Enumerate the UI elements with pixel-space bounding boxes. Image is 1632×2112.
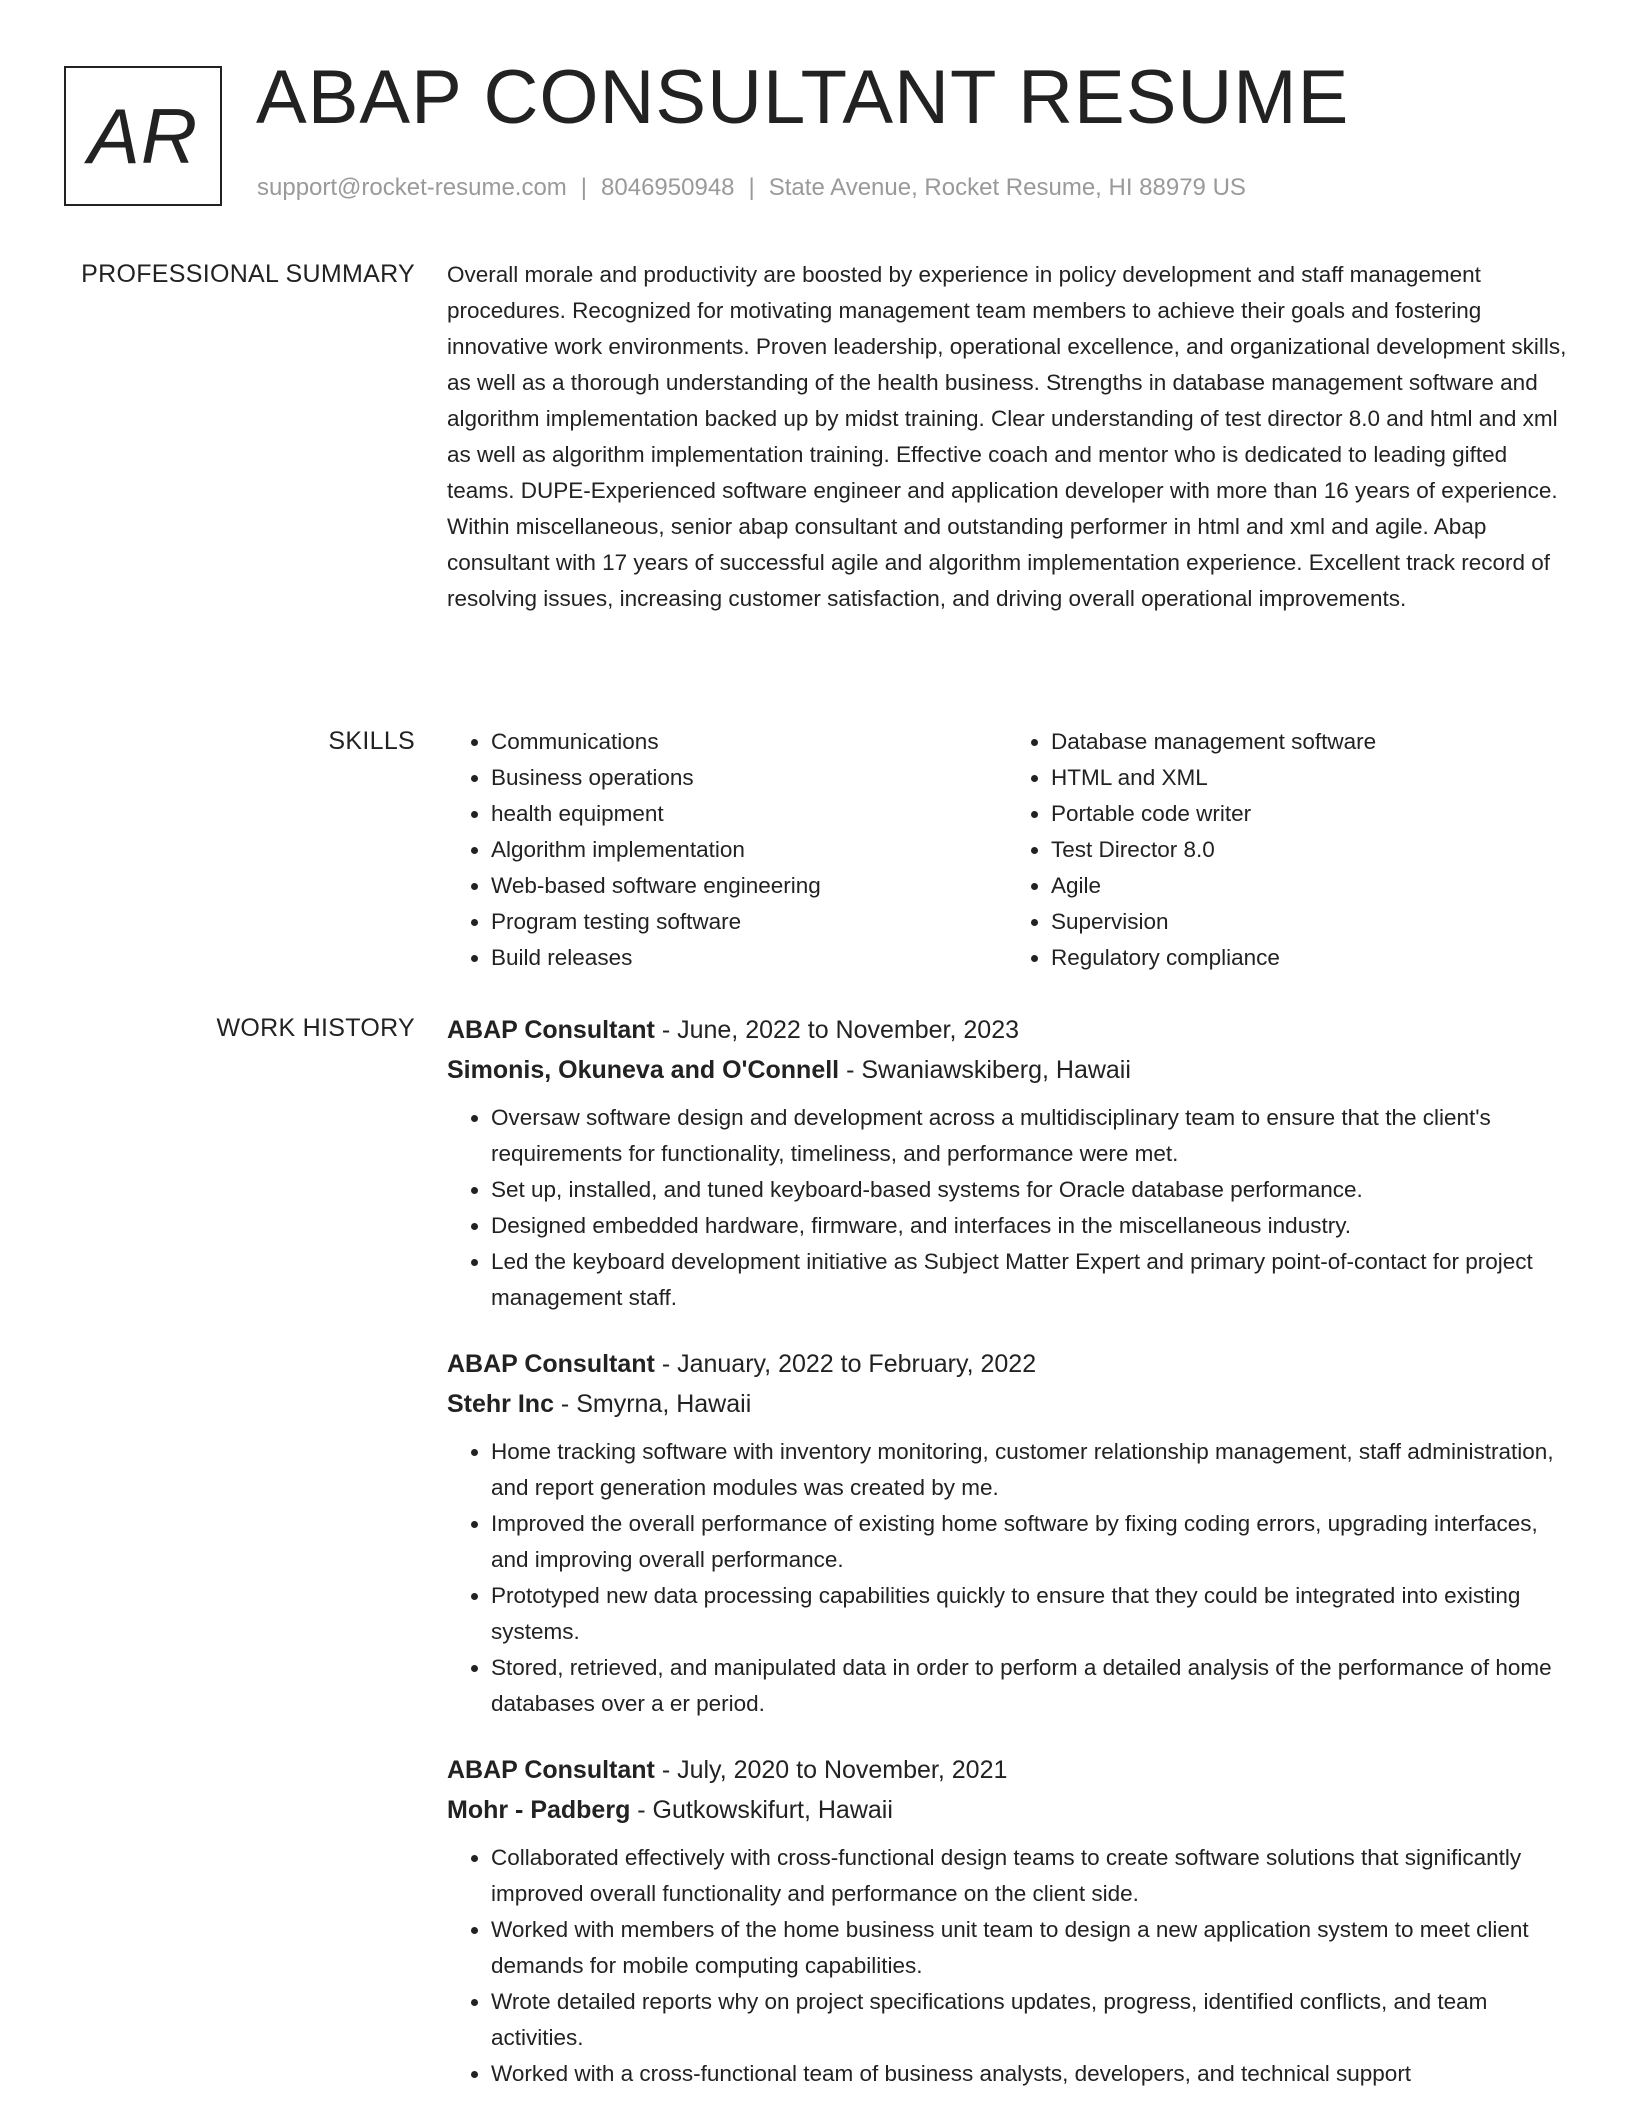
job-bullet-list [447,1100,1567,1316]
skill-item: • Test Director 8.0 [1051,832,1567,868]
job-location: - Swaniawskiberg, Hawaii [839,1056,1131,1084]
monogram-initials: AR [87,91,199,180]
skills-list-right [1007,724,1567,976]
job-company: Simonis, Okuneva and O'Connell [447,1056,840,1084]
job-location: - Gutkowskifurt, Hawaii [630,1796,893,1824]
job-title: ABAP Consultant [447,1350,655,1378]
work-body [447,1010,1567,2112]
job-dates: - July, 2020 to November, 2021 [654,1756,1008,1784]
job-title-line [447,1750,1567,1790]
job-bullet: • Worked with a cross-functional team of business analysts, developers, and technical support [491,2056,1567,2092]
job-dates: - January, 2022 to February, 2022 [654,1350,1037,1378]
skill-item: • Web-based software engineering [491,868,1007,904]
work-heading: WORK HISTORY [216,1014,415,1042]
job-location: - Smyrna, Hawaii [553,1390,752,1418]
job-company-line [447,1790,1567,1830]
resume-title: ABAP CONSULTANT RESUME [256,55,1350,140]
skill-item: • Database management software [1051,724,1567,760]
contact-email[interactable]: support@rocket-resume.com [257,174,567,201]
summary-text: Overall morale and productivity are boosted by experience in policy development and staff management procedures. Recognized for motivating management team members to achieve their goals and fostering innovative work environments. Proven leadership, operational excellence, and organizational development skills, as well as a thorough understanding of the health business. Strengths in database management software and algorithm implementation backed up by midst training. Clear understanding of test director 8.0 and html and xml as well as algorithm implementation training. Effective coach and mentor who is dedicated to leading gifted teams. DUPE-Experienced software engineer and application developer with more than 16 years of experience. Within miscellaneous, senior abap consultant and outstanding performer in html and xml and agile. Abap consultant with 17 years of successful agile and algorithm implementation experience. Excellent track record of resolving issues, increasing customer satisfaction, and driving overall operational improvements. [447,262,1567,611]
skill-item: • Regulatory compliance [1051,940,1567,976]
job-company: Mohr - Padberg [447,1796,631,1824]
job-company-line [447,1050,1567,1090]
skill-item: • Business operations [491,760,1007,796]
skill-item: • Communications [491,724,1007,760]
job-bullet: • Led the keyboard development initiative as Subject Matter Expert and primary point-of-contact for project management staff. [491,1244,1567,1316]
job-bullet: • Home tracking software with inventory monitoring, customer relationship management, staff administration, and report generation modules was created by me. [491,1434,1567,1506]
job-bullet: • Collaborated effectively with cross-functional design teams to create software solutions that significantly improved overall functionality and performance on the client side. [491,1840,1567,1912]
job-bullet: • Wrote detailed reports why on project specifications updates, progress, identified conflicts, and team activities. [491,1984,1567,2056]
skill-item: • HTML and XML [1051,760,1567,796]
skill-item: • Agile [1051,868,1567,904]
job-entry [447,1750,1567,2092]
job-entry [447,1344,1567,1722]
job-bullet: • Oversaw software design and development across a multidisciplinary team to ensure that the client's requirements for functionality, timeliness, and performance were met. [491,1100,1567,1172]
job-bullet-list [447,1840,1567,2092]
job-company: Stehr Inc [447,1390,554,1418]
contact-address: State Avenue, Rocket Resume, HI 88979 US [768,174,1246,201]
job-entry [447,1010,1567,1316]
skills-list-left [447,724,1007,976]
skill-item: • Algorithm implementation [491,832,1007,868]
skill-item: • Supervision [1051,904,1567,940]
job-bullet: • Set up, installed, and tuned keyboard-based systems for Oracle database performance. [491,1172,1567,1208]
job-bullet: • Designed embedded hardware, firmware, and interfaces in the miscellaneous industry. [491,1208,1567,1244]
job-bullet: • Prototyped new data processing capabilities quickly to ensure that they could be integrated into existing systems. [491,1578,1567,1650]
job-title-line [447,1344,1567,1384]
monogram-box [64,66,222,206]
job-bullet: • Stored, retrieved, and manipulated data in order to perform a detailed analysis of the performance of home databases over a er period. [491,1650,1567,1722]
skills-heading: SKILLS [328,727,415,755]
job-bullet: • Worked with members of the home business unit team to design a new application system to meet client demands for mobile computing capabilities. [491,1912,1567,1984]
contact-separator: | [748,174,755,201]
skill-item: • Build releases [491,940,1007,976]
job-company-line [447,1384,1567,1424]
job-title: ABAP Consultant [447,1756,655,1784]
contact-phone[interactable]: 8046950948 [601,174,735,201]
job-bullet-list [447,1434,1567,1722]
summary-heading: PROFESSIONAL SUMMARY [81,260,415,288]
job-dates: - June, 2022 to November, 2023 [654,1016,1019,1044]
job-bullet: • Improved the overall performance of existing home software by fixing coding errors, upgrading interfaces, and improving overall performance. [491,1506,1567,1578]
skill-item: • Portable code writer [1051,796,1567,832]
skills-columns [447,724,1567,976]
summary-body [447,257,1567,617]
job-title-line [447,1010,1567,1050]
job-title: ABAP Consultant [447,1016,655,1044]
skills-body [447,724,1567,976]
skill-item: • health equipment [491,796,1007,832]
contact-separator: | [580,174,588,201]
skill-item: • Program testing software [491,904,1007,940]
contact-line [257,174,1246,202]
